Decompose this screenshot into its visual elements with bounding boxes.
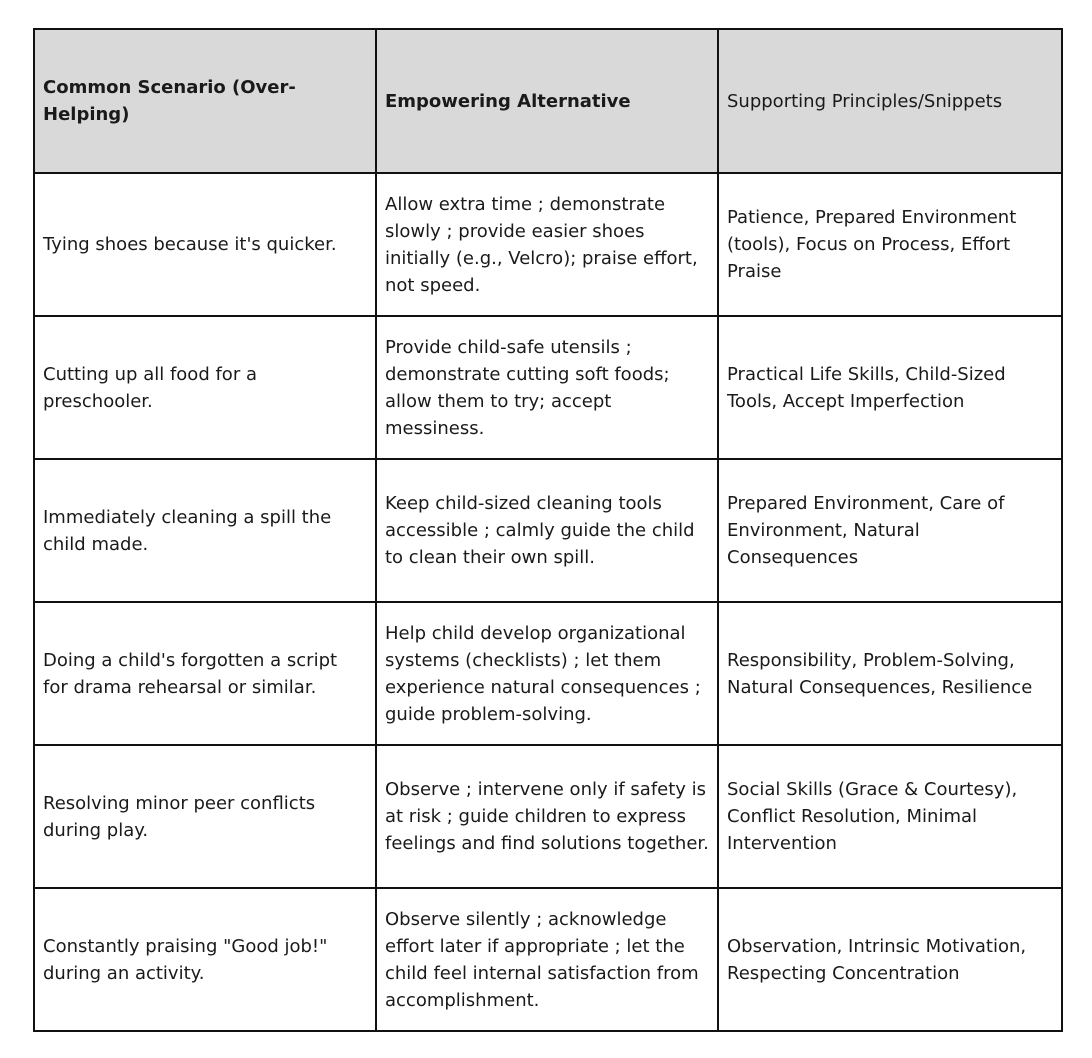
alternative-cell: Provide child-safe utensils ; demonstrate cutting soft foods; allow them to try; accept messiness. bbox=[376, 316, 718, 459]
scenario-cell: Constantly praising "Good job!" during an activity. bbox=[34, 888, 376, 1031]
principles-cell: Practical Life Skills, Child-Sized Tools, Accept Imperfection bbox=[718, 316, 1062, 459]
alternative-cell: Help child develop organizational systems (checklists) ; let them experience natural consequences ; guide problem-solving. bbox=[376, 602, 718, 745]
alternative-cell: Allow extra time ; demonstrate slowly ; provide easier shoes initially (e.g., Velcro); praise effort, not speed. bbox=[376, 173, 718, 316]
principles-cell: Observation, Intrinsic Motivation, Respecting Concentration bbox=[718, 888, 1062, 1031]
header-scenario: Common Scenario (Over-Helping) bbox=[34, 29, 376, 173]
table-row bbox=[34, 173, 1062, 316]
scenario-table bbox=[33, 28, 1063, 1032]
table-row bbox=[34, 316, 1062, 459]
table-row bbox=[34, 745, 1062, 888]
scenario-cell: Immediately cleaning a spill the child made. bbox=[34, 459, 376, 602]
table-row bbox=[34, 459, 1062, 602]
scenario-cell: Cutting up all food for a preschooler. bbox=[34, 316, 376, 459]
principles-cell: Prepared Environment, Care of Environment, Natural Consequences bbox=[718, 459, 1062, 602]
principles-cell: Social Skills (Grace & Courtesy), Conflict Resolution, Minimal Intervention bbox=[718, 745, 1062, 888]
scenario-cell: Resolving minor peer conflicts during play. bbox=[34, 745, 376, 888]
scenario-cell: Doing a child's forgotten a script for drama rehearsal or similar. bbox=[34, 602, 376, 745]
alternative-cell: Keep child-sized cleaning tools accessible ; calmly guide the child to clean their own spill. bbox=[376, 459, 718, 602]
header-row bbox=[34, 29, 1062, 173]
principles-cell: Patience, Prepared Environment (tools), Focus on Process, Effort Praise bbox=[718, 173, 1062, 316]
alternative-cell: Observe silently ; acknowledge effort later if appropriate ; let the child feel internal satisfaction from accomplishment. bbox=[376, 888, 718, 1031]
header-alternative: Empowering Alternative bbox=[376, 29, 718, 173]
table-row bbox=[34, 888, 1062, 1031]
header-principles: Supporting Principles/Snippets bbox=[718, 29, 1062, 173]
table-row bbox=[34, 602, 1062, 745]
alternative-cell: Observe ; intervene only if safety is at risk ; guide children to express feelings and find solutions together. bbox=[376, 745, 718, 888]
principles-cell: Responsibility, Problem-Solving, Natural Consequences, Resilience bbox=[718, 602, 1062, 745]
scenario-cell: Tying shoes because it's quicker. bbox=[34, 173, 376, 316]
